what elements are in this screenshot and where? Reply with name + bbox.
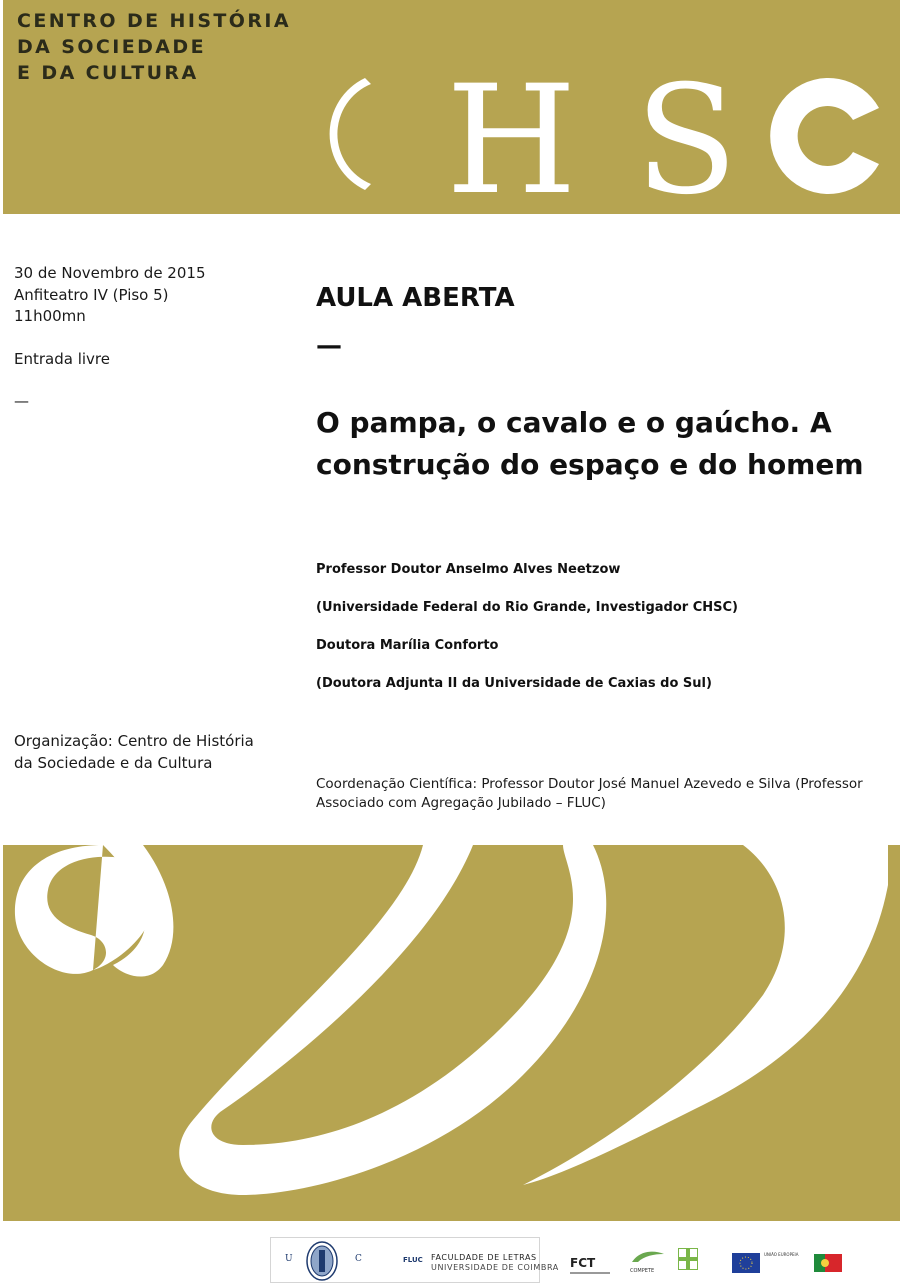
uc-letter-c: C	[355, 1254, 363, 1264]
portugal-flag-logo	[814, 1248, 842, 1278]
speaker-1-affiliation: (Universidade Federal do Rio Grande, Investigador CHSC)	[316, 600, 738, 615]
eu-logo	[732, 1248, 804, 1278]
compete-swoosh-icon	[630, 1248, 666, 1264]
event-time: 11h00mn	[14, 307, 86, 325]
organization-line-2: da Sociedade e da Cultura	[14, 753, 213, 772]
event-type-heading: AULA ABERTA	[316, 283, 515, 313]
fluc-label: FLUC	[403, 1256, 423, 1264]
org-title-line-2: DA SOCIEDADE	[17, 36, 206, 58]
speaker-1-name: Professor Doutor Anselmo Alves Neetzow	[316, 562, 621, 577]
org-title-line-1: CENTRO DE HISTÓRIA	[17, 10, 291, 32]
event-entry: Entrada livre	[14, 349, 110, 368]
portugal-flag-icon	[814, 1254, 842, 1272]
organization-line-1: Organização: Centro de História	[14, 732, 254, 750]
talk-title: O pampa, o cavalo e o gaúcho. A construção do espaço e do homem	[316, 406, 864, 481]
university-name: UNIVERSIDADE DE COIMBRA	[431, 1263, 559, 1272]
scientific-coordination: Coordenação Científica: Professor Doutor José Manuel Azevedo e Silva (Professor Associado com Agregação Jubilado – FLUC)	[316, 776, 863, 811]
speaker-2-affiliation: (Doutora Adjunta II da Universidade de Caxias do Sul)	[316, 676, 712, 691]
university-seal-icon	[305, 1240, 339, 1282]
qren-logo	[678, 1248, 722, 1278]
fct-label: FCT	[570, 1256, 596, 1270]
ampersand-graphic	[3, 845, 900, 1221]
qren-mark-icon	[678, 1248, 698, 1270]
event-date: 30 de Novembro de 2015	[14, 264, 206, 282]
header-band	[3, 0, 900, 214]
uc-letter-u: U	[285, 1254, 294, 1264]
decorative-band	[3, 845, 900, 1221]
compete-logo	[630, 1248, 670, 1278]
chsc-logo	[313, 64, 900, 204]
left-separator: —	[14, 392, 29, 410]
heading-separator: —	[316, 331, 342, 361]
logo-letter-s: S	[635, 64, 738, 204]
compete-label: COMPETE	[630, 1268, 655, 1274]
organization-title	[17, 8, 291, 86]
org-title-line-3: E DA CULTURA	[17, 62, 199, 84]
fct-logo	[570, 1248, 620, 1278]
faculty-name: FACULDADE DE LETRAS	[431, 1253, 537, 1262]
eu-flag-icon	[732, 1253, 760, 1273]
event-details	[14, 263, 205, 413]
organization-credit	[14, 731, 254, 774]
speaker-2-name: Doutora Marília Conforto	[316, 638, 499, 653]
logo-letter-h: H	[446, 64, 577, 204]
event-venue: Anfiteatro IV (Piso 5)	[14, 285, 169, 304]
eu-label: UNIÃO EUROPEIA	[764, 1252, 799, 1257]
university-logo-box	[270, 1237, 559, 1283]
